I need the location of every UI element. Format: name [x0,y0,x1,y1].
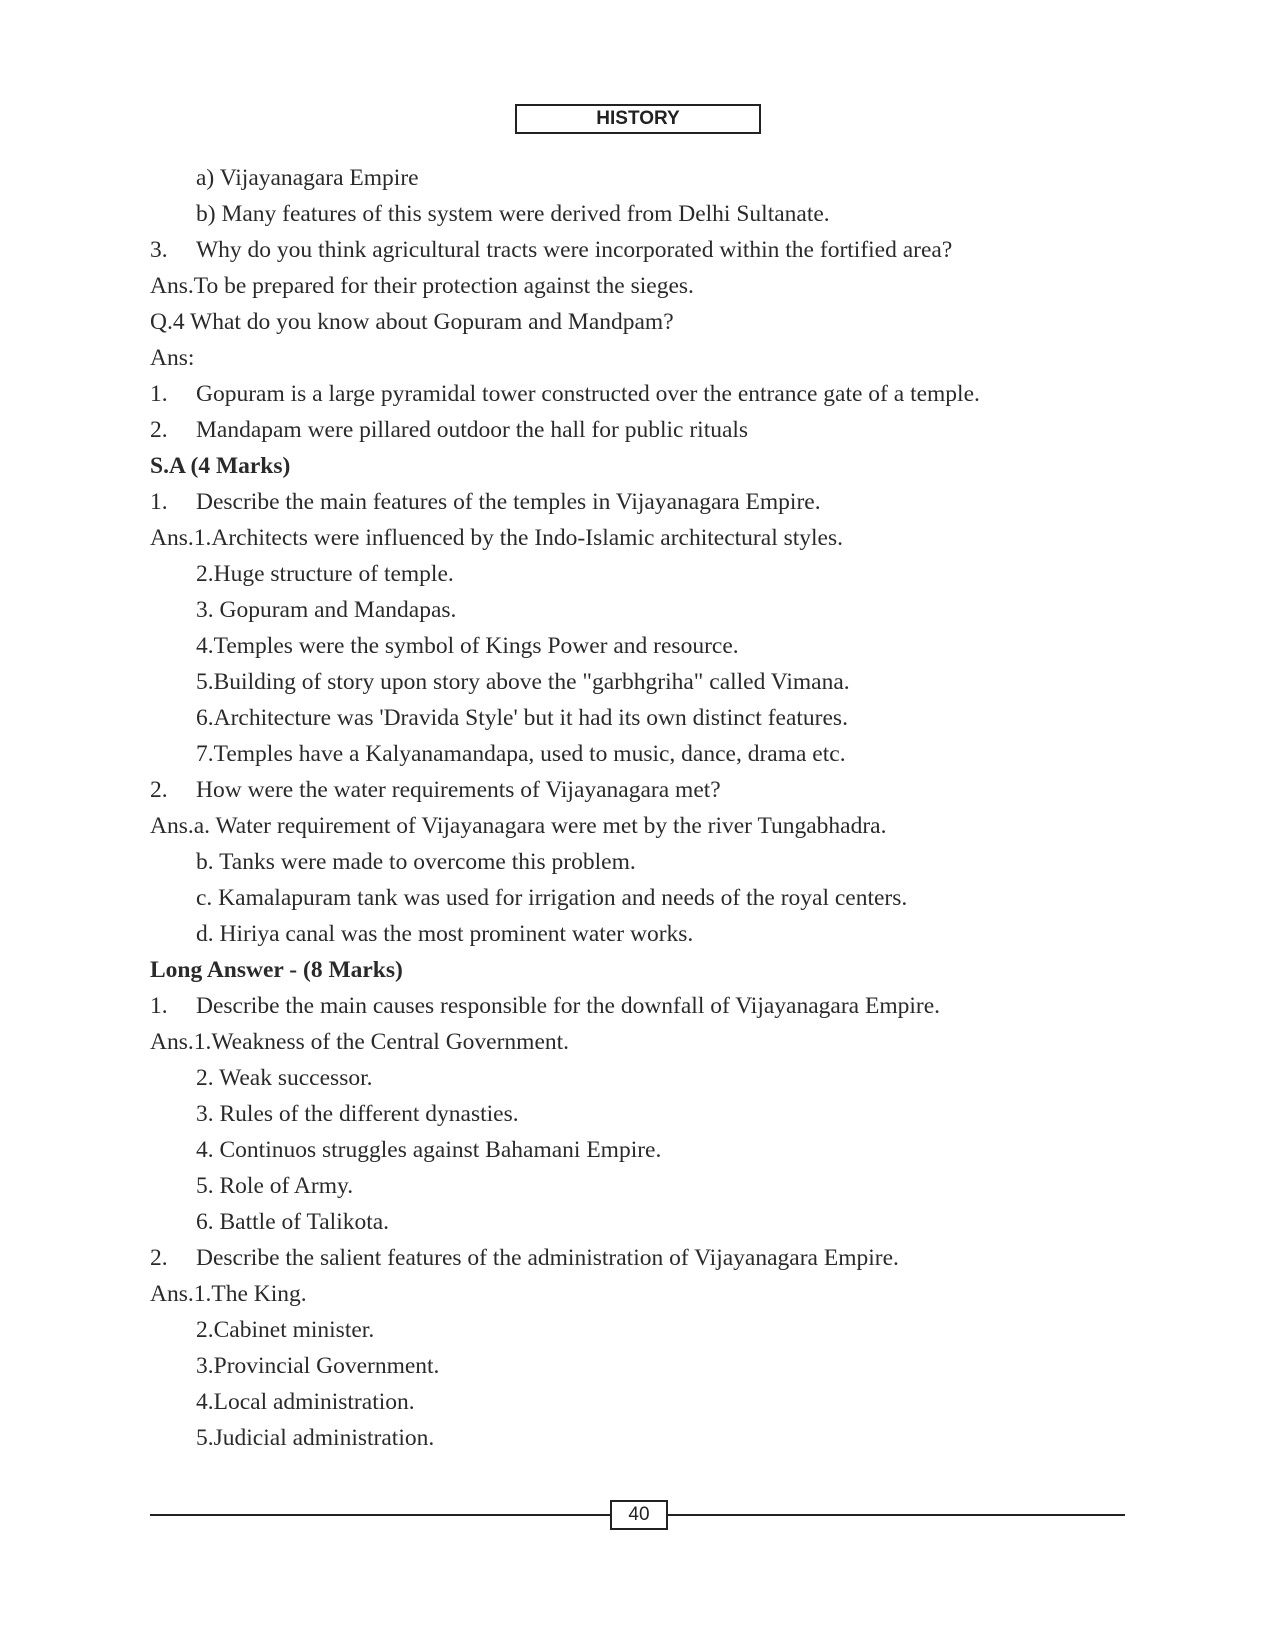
answer-label: Ans: [150,345,195,371]
document-body [150,160,1150,1456]
la-question-2 [150,1240,1150,1276]
answer-point-1 [150,376,1150,412]
question-number: 1. [150,489,168,515]
question-text: Describe the main features of the temples in Vijayanagara Empire. [196,489,821,515]
question-4: Q.4 What do you know about Gopuram and Mandpam? [150,309,674,335]
list-item: 5.Judicial administration. [196,1425,435,1451]
answer-line: Ans.1.The King. [150,1281,307,1307]
question-text: Why do you think agricultural tracts were incorporated within the fortified area? [196,237,953,263]
point-number: 2. [150,417,168,443]
list-item: 6.Architecture was 'Dravida Style' but it had its own distinct features. [196,705,848,731]
list-item: 4.Local administration. [196,1389,415,1415]
list-item: 4. Continuos struggles against Bahamani Empire. [196,1137,662,1163]
page-number: 40 [610,1500,668,1530]
list-item: 2.Huge structure of temple. [196,561,454,587]
answer-point-2 [150,412,1150,448]
section-heading-short-answer: S.A (4 Marks) [150,453,291,479]
sa-question-1 [150,484,1150,520]
section-heading-long-answer: Long Answer - (8 Marks) [150,957,403,983]
answer-line: Ans.a. Water requirement of Vijayanagara were met by the river Tungabhadra. [150,813,887,839]
list-item: b) Many features of this system were derived from Delhi Sultanate. [196,201,830,227]
question-text: Describe the salient features of the administration of Vijayanagara Empire. [196,1245,899,1271]
list-item: a) Vijayanagara Empire [196,165,419,191]
list-item: d. Hiriya canal was the most prominent water works. [196,921,694,947]
point-text: Mandapam were pillared outdoor the hall for public rituals [196,417,749,443]
answer-line: Ans.1.Weakness of the Central Government. [150,1029,570,1055]
point-number: 1. [150,381,168,407]
list-item: c. Kamalapuram tank was used for irrigation and needs of the royal centers. [196,885,908,911]
list-item: 2. Weak successor. [196,1065,373,1091]
question-3 [150,232,1150,268]
page-header-title: HISTORY [515,104,761,134]
list-item: 5. Role of Army. [196,1173,354,1199]
answer-line: Ans.1.Architects were influenced by the Indo-Islamic architectural styles. [150,525,843,551]
question-number: 2. [150,777,168,803]
question-number: 3. [150,237,168,263]
list-item: 2.Cabinet minister. [196,1317,375,1343]
list-item: 3. Rules of the different dynasties. [196,1101,519,1127]
point-text: Gopuram is a large pyramidal tower constructed over the entrance gate of a temple. [196,381,980,407]
list-item: b. Tanks were made to overcome this problem. [196,849,636,875]
la-question-1 [150,988,1150,1024]
list-item: 3.Provincial Government. [196,1353,440,1379]
question-number: 2. [150,1245,168,1271]
question-text: Describe the main causes responsible for the downfall of Vijayanagara Empire. [196,993,941,1019]
list-item: 4.Temples were the symbol of Kings Power and resource. [196,633,739,659]
sa-question-2 [150,772,1150,808]
list-item: 6. Battle of Talikota. [196,1209,390,1235]
list-item: 7.Temples have a Kalyanamandapa, used to music, dance, drama etc. [196,741,846,767]
question-text: How were the water requirements of Vijayanagara met? [196,777,721,803]
list-item: 5.Building of story upon story above the "garbhgriha" called Vimana. [196,669,850,695]
answer-line: Ans.To be prepared for their protection against the sieges. [150,273,694,299]
question-number: 1. [150,993,168,1019]
list-item: 3. Gopuram and Mandapas. [196,597,457,623]
